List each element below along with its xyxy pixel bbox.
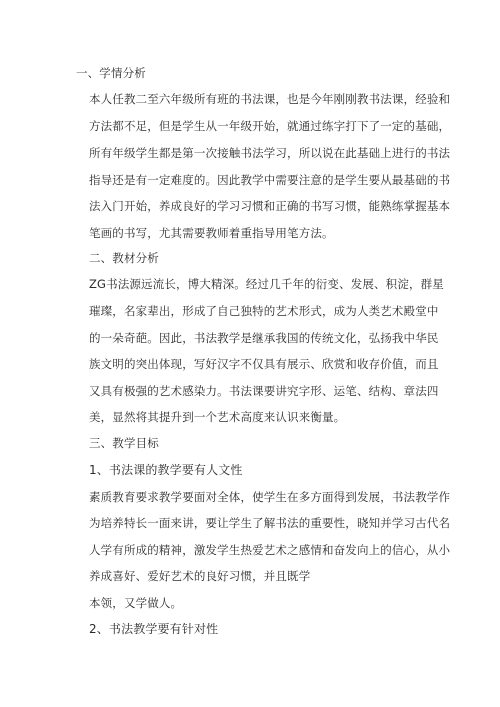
paragraph-line: 美，显然将其提升到一个艺术高度来认识来衡量。 [89,410,346,424]
paragraph-line: 方法都不足，但是学生从一年级开始，就通过练字打下了一定的基础， [89,119,451,133]
paragraph-line: 指导还是有一定难度的。因此教学中需要注意的是学生要从最基础的书 [89,173,451,187]
paragraph-line: 族文明的突出体现，写好汉字不仅具有展示、欣赏和收存价值，而且 [89,357,439,371]
paragraph-line: 素质教育要求教学要面对全体，使学生在多方面得到发展，书法教学作 [89,490,451,504]
paragraph-line: 本领，又学做人。 [89,596,183,610]
paragraph-line: 为培养特长一面来讲，要让学生了解书法的重要性，晓知并学习古代名 [89,516,451,530]
paragraph-line: 所有年级学生都是第一次接触书法学习，所以说在此基础上进行的书法 [89,146,451,160]
section-heading: 一、学情分析 [76,66,146,80]
paragraph-line: 又具有极强的艺术感染力。书法课要讲究字形、运笔、结构、章法四 [89,384,439,398]
paragraph-line: 法入门开始，养成良好的学习习惯和正确的书写习惯，能熟练掌握基本 [89,199,451,213]
paragraph-line: 璀璨，名家辈出，形成了自己独特的艺术形式，成为人类艺术殿堂中 [89,304,439,318]
paragraph-line: 笔画的书写，尤其需要教师着重指导用笔方法。 [89,226,334,240]
subsection-heading: 1、书法课的教学要有人文性 [89,463,243,477]
paragraph-line: 本人任教二至六年级所有班的书法课，也是今年刚刚教书法课，经验和 [89,92,451,106]
section-heading: 三、教学目标 [89,436,159,450]
subsection-heading: 2、书法教学要有针对性 [89,622,219,636]
section-heading: 二、教材分析 [89,251,159,265]
paragraph-line: 人学有所成的精神，激发学生热爱艺术之感情和奋发向上的信心，从小 [89,543,451,557]
paragraph-line: ZG书法源远流长，博大精深。经过几千年的衍变、发展、积淀，群星 [89,277,444,291]
paragraph-line: 养成喜好、爱好艺术的良好习惯，并且既学 [89,569,311,583]
paragraph-line: 的一朵奇葩。因此，书法教学是继承我国的传统文化，弘扬我中华民 [89,331,439,345]
